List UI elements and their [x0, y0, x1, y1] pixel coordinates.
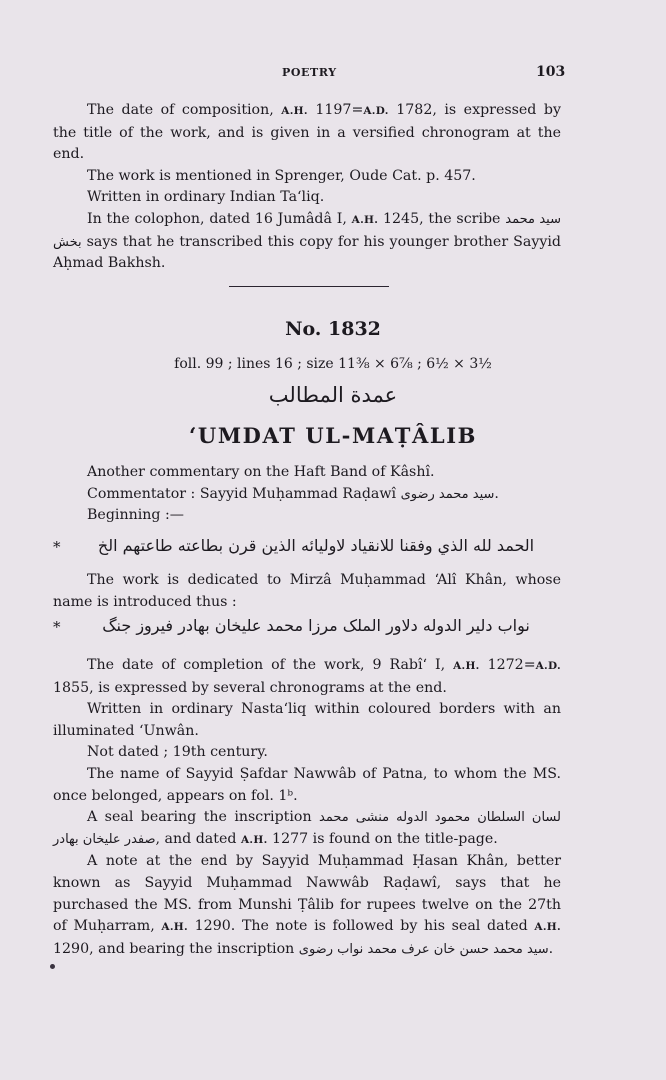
paragraph: A note at the end by Sayyid Muḥammad Ḥasan Khân, better known as Sayyid Muḥammad Nawwâb Raḍawî, says that he purchased the MS. from Munshi Ṭâlib for rupees twelve on the 27th of Muḥarram, A.H. 1290. The note is followed by his seal dated A.H. 1290, and bearing the inscription سید محمد حسن خان عرف محمد نواب رضوی. [53, 853, 561, 957]
paragraph: Another commentary on the Haft Band of Kâshî. [87, 464, 435, 480]
paragraph: A seal bearing the inscription لسان السلطان محمود الدوله منشی محمد صفدر علیخان بهادر, and dated A.H. 1277 is found on the title-page. [53, 809, 561, 847]
section-divider [229, 286, 389, 287]
entry-details [53, 655, 561, 960]
page-number: 103 [536, 64, 566, 80]
paragraph: The work is dedicated to Mirzâ Muḥammad ‘Alî Khân, whose name is introduced thus : [53, 572, 561, 610]
dedication-text [53, 570, 561, 613]
paragraph: Written in ordinary Indian Ta‘liq. [87, 189, 325, 206]
paragraph: Written in ordinary Nasta‘liq within coloured borders with an illuminated ‘Unwân. [53, 701, 561, 739]
paragraph: Beginning :— [87, 507, 184, 524]
paragraph: In the colophon, dated 16 Jumâdâ I, A.H. 1245, the scribe سید محمد بخش says that he transcribed this copy for his younger brother Sayyid Aḥmad Bakhsh. [53, 210, 561, 272]
catalog-number: No. 1832 [285, 318, 381, 340]
beginning-quote [53, 536, 561, 566]
paragraph: The name of Sayyid Ṣafdar Nawwâb of Patna, to whom the MS. once belonged, appears on fol. 1ᵇ. [53, 765, 561, 804]
dedication-quote [53, 616, 561, 646]
manuscript-dimensions: foll. 99 ; lines 16 ; size 11⅜ × 6⅞ ; 6½ × 3½ [174, 356, 492, 372]
paragraph: Not dated ; 19th century. [87, 744, 268, 761]
entry-intro [53, 462, 561, 527]
ink-dot [50, 964, 55, 969]
running-header [0, 66, 666, 86]
previous-entry-text [53, 100, 561, 275]
asterisk: * [53, 618, 61, 636]
arabic-text: الحمد لله الذي وفقنا للانقياد لاوليائه الذين قرن بطاعته طاعتهم الخ [97, 536, 535, 555]
section-title: POETRY [282, 66, 337, 79]
asterisk: * [53, 538, 61, 556]
paragraph: The date of composition, A.H. 1197=A.D. 1782, is expressed by the title of the work, and is given in a versified chronogram at the end. [53, 102, 561, 163]
work-title: ‘UMDAT UL-MAṬÂLIB [189, 423, 477, 448]
paragraph: Commentator : Sayyid Muḥammad Raḍawî سید محمد رضوی. [87, 485, 499, 502]
paragraph: The date of completion of the work, 9 Rabî‘ I, A.H. 1272=A.D. 1855, is expressed by several chronograms at the end. [53, 657, 561, 696]
paragraph: The work is mentioned in Sprenger, Oude Cat. p. 457. [87, 167, 476, 184]
arabic-title: عمدة المطالب [268, 383, 398, 407]
arabic-text: نواب دلیر الدوله دلاور الملک مرزا محمد علیخان بهادر فیروز جنگ [102, 616, 530, 635]
